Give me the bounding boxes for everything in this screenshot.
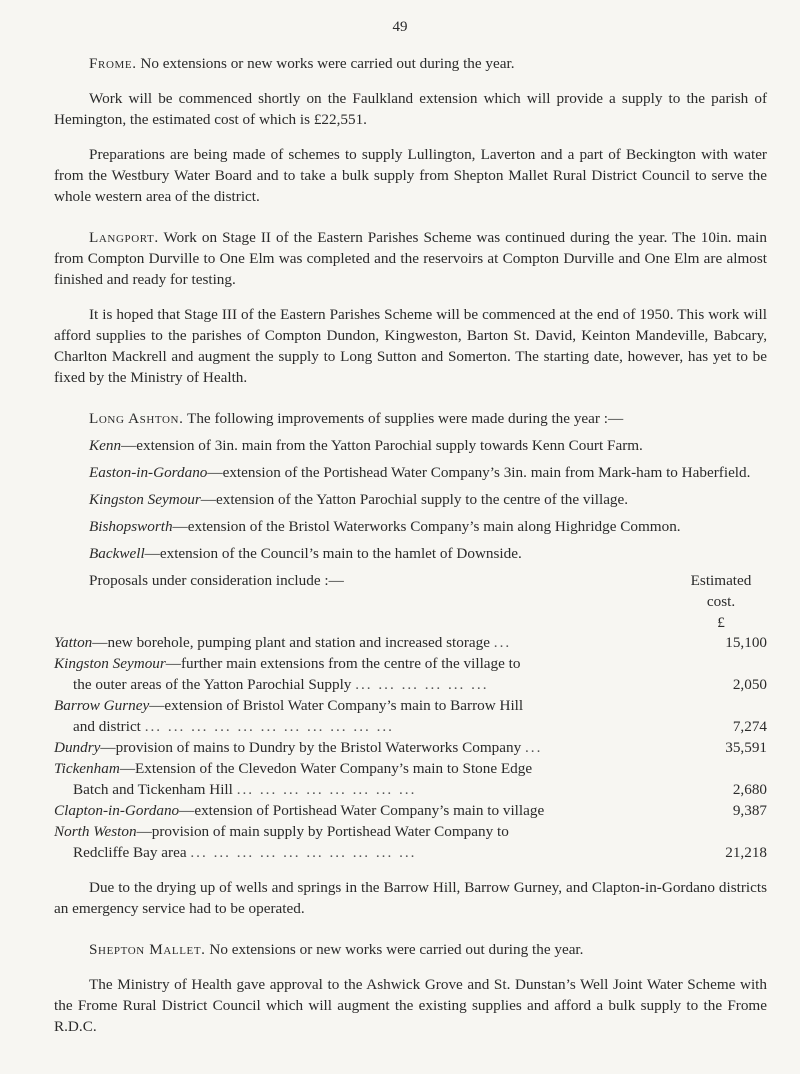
proposal-text-continued bbox=[54, 674, 701, 695]
shepton-mallet-paragraph-1: The Ministry of Health gave approval to the Ashwick Grove and St. Dunstan’s Well Joint Water Scheme with the Frome Rural District Council which will augment the existing supplies and afford a bulk supply to the Frome R.D.C. bbox=[54, 976, 767, 1035]
proposal-place: Yatton bbox=[54, 634, 93, 651]
shepton-mallet-intro: No extensions or new works were carried out during the year. bbox=[209, 941, 584, 958]
langport-intro-paragraph bbox=[54, 227, 767, 290]
long-ashton-closing: Due to the drying up of wells and springs in the Barrow Hill, Barrow Gurney, and Clapton-in-Gordano districts an emergency service had to be operated. bbox=[54, 879, 767, 917]
table-row bbox=[54, 632, 767, 653]
proposal-text: —provision of main supply by Portishead Water Company to bbox=[136, 823, 509, 840]
improvement-item bbox=[54, 435, 767, 456]
proposal-description bbox=[54, 653, 701, 695]
shepton-mallet-intro-paragraph bbox=[54, 939, 767, 960]
table-row bbox=[54, 800, 767, 821]
long-ashton-heading: Long Ashton. bbox=[89, 410, 184, 427]
proposal-text-continued bbox=[54, 842, 701, 863]
langport-heading: Langport. bbox=[89, 229, 159, 246]
frome-intro-paragraph bbox=[54, 53, 767, 74]
proposal-text-continued bbox=[54, 716, 701, 737]
proposal-cost: 21,218 bbox=[725, 844, 767, 861]
frome-intro: No extensions or new works were carried out during the year. bbox=[140, 55, 515, 72]
improvement-item bbox=[54, 462, 767, 483]
proposal-text: —extension of Portishead Water Company’s main to village bbox=[179, 802, 545, 819]
improvement-place: Easton-in-Gordano bbox=[89, 464, 208, 481]
leader-dots: ... bbox=[493, 634, 512, 651]
proposal-description bbox=[54, 695, 701, 737]
proposal-description bbox=[54, 758, 701, 800]
leader-dots: ... ... ... ... ... ... ... ... bbox=[236, 781, 417, 798]
proposals-table bbox=[54, 632, 767, 863]
proposal-description bbox=[54, 737, 701, 758]
page-number: 49 bbox=[392, 19, 408, 35]
frome-paragraph-2: Preparations are being made of schemes to supply Lullington, Laverton and a part of Beckington with water from the Westbury Water Board and to take a bulk supply from Shepton Mallet Rural District Council to serve the whole western area of the district. bbox=[54, 146, 767, 205]
proposal-text: —further main extensions from the centre of the village to bbox=[165, 655, 521, 672]
proposal-text-line2: Redcliffe Bay area bbox=[73, 844, 187, 861]
proposal-text-continued bbox=[54, 779, 701, 800]
proposal-text: —provision of mains to Dundry by the Bristol Waterworks Company bbox=[100, 739, 522, 756]
cost-header-currency: £ bbox=[717, 614, 725, 631]
proposal-description bbox=[54, 800, 701, 821]
table-row bbox=[54, 653, 767, 695]
table-row bbox=[54, 737, 767, 758]
cost-header-line: Estimated bbox=[690, 572, 752, 589]
proposal-cost: 15,100 bbox=[725, 634, 767, 651]
langport-paragraph-1: It is hoped that Stage III of the Eastern Parishes Scheme will be commenced at the end of 1950. This work will afford supplies to the parishes of Compton Dundon, Kingweston, Barton St. David, Keinton Mandeville, Babcary, Charlton Mackrell and augment the supply to Long Sutton and Somerton. The starting date, however, has yet to be fixed by the Ministry of Health. bbox=[54, 306, 767, 386]
improvement-text: —extension of the Council’s main to the hamlet of Downside. bbox=[144, 545, 522, 562]
proposal-cost: 2,680 bbox=[732, 781, 767, 798]
proposal-text-line2: Batch and Tickenham Hill bbox=[73, 781, 233, 798]
langport-intro: Work on Stage II of the Eastern Parishes Scheme was continued during the year. The 10in. main from Compton Durville to One Elm was completed and the reservoirs at Compton Durville and One Elm are almost finished and ready for testing. bbox=[54, 229, 767, 288]
proposals-label: Proposals under consideration include :— bbox=[89, 572, 344, 589]
leader-dots: ... ... ... ... ... ... ... ... ... ... bbox=[190, 844, 417, 861]
proposal-text: —new borehole, pumping plant and station and increased storage bbox=[92, 634, 490, 651]
proposal-text-line2: and district bbox=[73, 718, 141, 735]
improvement-place: Bishopsworth bbox=[89, 518, 173, 535]
proposal-description bbox=[54, 821, 701, 863]
proposal-text-line2: the outer areas of the Yatton Parochial Supply bbox=[73, 676, 352, 693]
proposal-cost: 2,050 bbox=[732, 676, 767, 693]
improvement-text: —extension of the Portishead Water Company’s 3in. main from Mark-ham to Haberfield. bbox=[207, 464, 751, 481]
table-row bbox=[54, 758, 767, 800]
frome-paragraph-1: Work will be commenced shortly on the Faulkland extension which will provide a supply to the parish of Hemington, the estimated cost of which is £22,551. bbox=[54, 90, 767, 128]
long-ashton-intro: The following improvements of supplies were made during the year :— bbox=[187, 410, 624, 427]
long-ashton-intro-paragraph bbox=[54, 408, 767, 429]
shepton-mallet-heading: Shepton Mallet. bbox=[89, 941, 206, 958]
improvement-place: Backwell bbox=[89, 545, 145, 562]
proposals-header bbox=[54, 570, 767, 632]
proposal-place: Tickenham bbox=[54, 760, 120, 777]
cost-header-line: cost. bbox=[706, 593, 736, 610]
proposal-cost: 9,387 bbox=[732, 802, 767, 819]
cost-column-header bbox=[675, 570, 767, 633]
frome-heading: Frome. bbox=[89, 55, 137, 72]
leader-dots: ... bbox=[524, 739, 543, 756]
improvement-text: —extension of 3in. main from the Yatton Parochial supply towards Kenn Court Farm. bbox=[121, 437, 643, 454]
proposal-cost: 7,274 bbox=[732, 718, 767, 735]
improvement-item bbox=[54, 516, 767, 537]
improvement-place: Kenn bbox=[89, 437, 122, 454]
improvement-place: Kingston Seymour bbox=[89, 491, 201, 508]
table-row bbox=[54, 821, 767, 863]
improvement-text: —extension of the Yatton Parochial supply to the centre of the village. bbox=[200, 491, 629, 508]
leader-dots: ... ... ... ... ... ... bbox=[355, 676, 489, 693]
leader-dots: ... ... ... ... ... ... ... ... ... ... ... bbox=[144, 718, 394, 735]
proposal-place: Kingston Seymour bbox=[54, 655, 166, 672]
proposal-place: North Weston bbox=[54, 823, 137, 840]
proposal-place: Clapton-in-Gordano bbox=[54, 802, 180, 819]
proposal-cost: 35,591 bbox=[725, 739, 767, 756]
improvement-text: —extension of the Bristol Waterworks Company’s main along Highridge Common. bbox=[172, 518, 681, 535]
improvement-item bbox=[54, 543, 767, 564]
proposal-place: Dundry bbox=[54, 739, 101, 756]
table-row bbox=[54, 695, 767, 737]
document-body bbox=[54, 53, 767, 1037]
proposal-place: Barrow Gurney bbox=[54, 697, 150, 714]
proposal-text: —extension of Bristol Water Company’s main to Barrow Hill bbox=[149, 697, 524, 714]
proposal-description bbox=[54, 632, 701, 653]
proposal-text: —Extension of the Clevedon Water Company’s main to Stone Edge bbox=[119, 760, 533, 777]
improvement-item bbox=[54, 489, 767, 510]
